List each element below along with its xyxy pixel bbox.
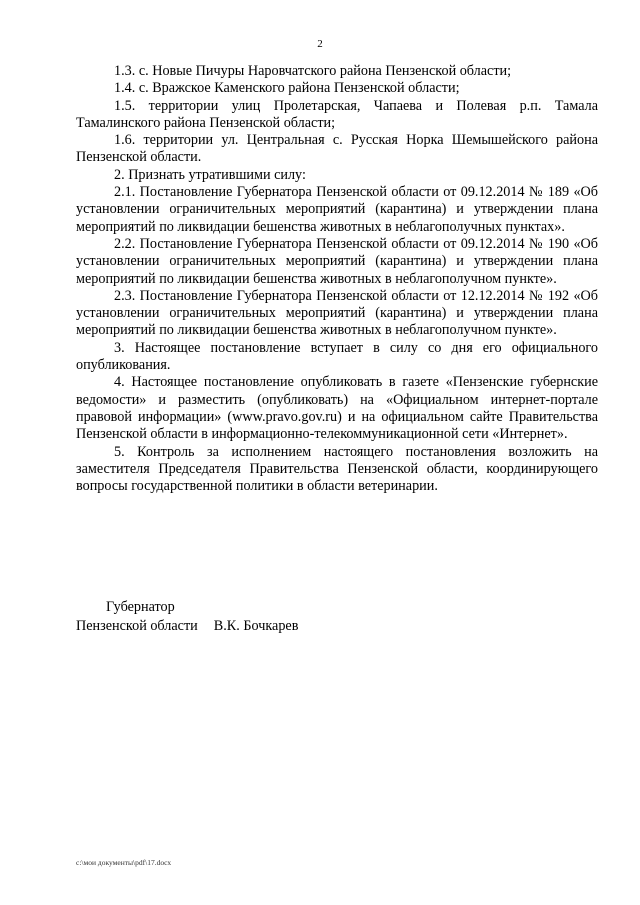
paragraph-1-3: 1.3. с. Новые Пичуры Наровчатского района Пензенской области; [114,63,512,79]
signature-line [76,617,476,636]
document-body [76,63,598,495]
paragraph-2: 2. Признать утратившими силу: [114,166,306,183]
signature-name: В.К. Бочкарев [213,618,299,634]
signature-region: Пензенской области [76,618,198,634]
signature-block [76,598,476,636]
paragraph-1-6: 1.6. территории ул. Центральная с. Русская Норка Шемышейского района Пензенской области. [76,132,598,166]
paragraph-3: 3. Настоящее постановление вступает в силу со дня его официального опубликования. [76,339,598,374]
paragraph-2-3: 2.3. Постановление Губернатора Пензенской области от 12.12.2014 № 192 «Об установлении ограничительных мероприятий (карантина) и утверждении плана мероприятий по ликвидации бешенства животных в неблагополучном пункте». [76,287,598,339]
paragraph-1-4: 1.4. с. Вражское Каменского района Пензенской области; [114,80,460,97]
paragraph-2-2: 2.2. Постановление Губернатора Пензенской области от 09.12.2014 № 190 «Об установлении ограничительных мероприятий (карантина) и утверждении плана мероприятий по ликвидации бешенства животных в неблагополучном пункте». [76,235,598,287]
paragraph-4: 4. Настоящее постановление опубликовать в газете «Пензенские губернские ведомости» и разместить (опубликовать) на «Официальном интернет-портале правовой информации» (www.pravo.gov.ru) и на официальном сайте Правительства Пензенской области в информационно-телекоммуникационной сети «Интернет». [76,374,598,443]
page-number: 2 [317,38,323,50]
paragraph-2-1: 2.1. Постановление Губернатора Пензенской области от 09.12.2014 № 189 «Об установлении ограничительных мероприятий (карантина) и утверждении плана мероприятий по ликвидации бешенства животных в неблагополучных пунктах». [76,184,598,235]
paragraph-1-5: 1.5. территории улиц Пролетарская, Чапаева и Полевая р.п. Тамала Тамалинского района Пензенской области; [76,97,598,131]
paragraph-5: 5. Контроль за исполнением настоящего постановления возложить на заместителя Председателя Правительства Пензенской области, координирующего вопросы государственной политики в области ветеринарии. [76,443,598,495]
file-path-footer: c:\мои документы\pdf\17.docx [76,858,172,867]
signature-title: Губернатор [106,599,175,615]
